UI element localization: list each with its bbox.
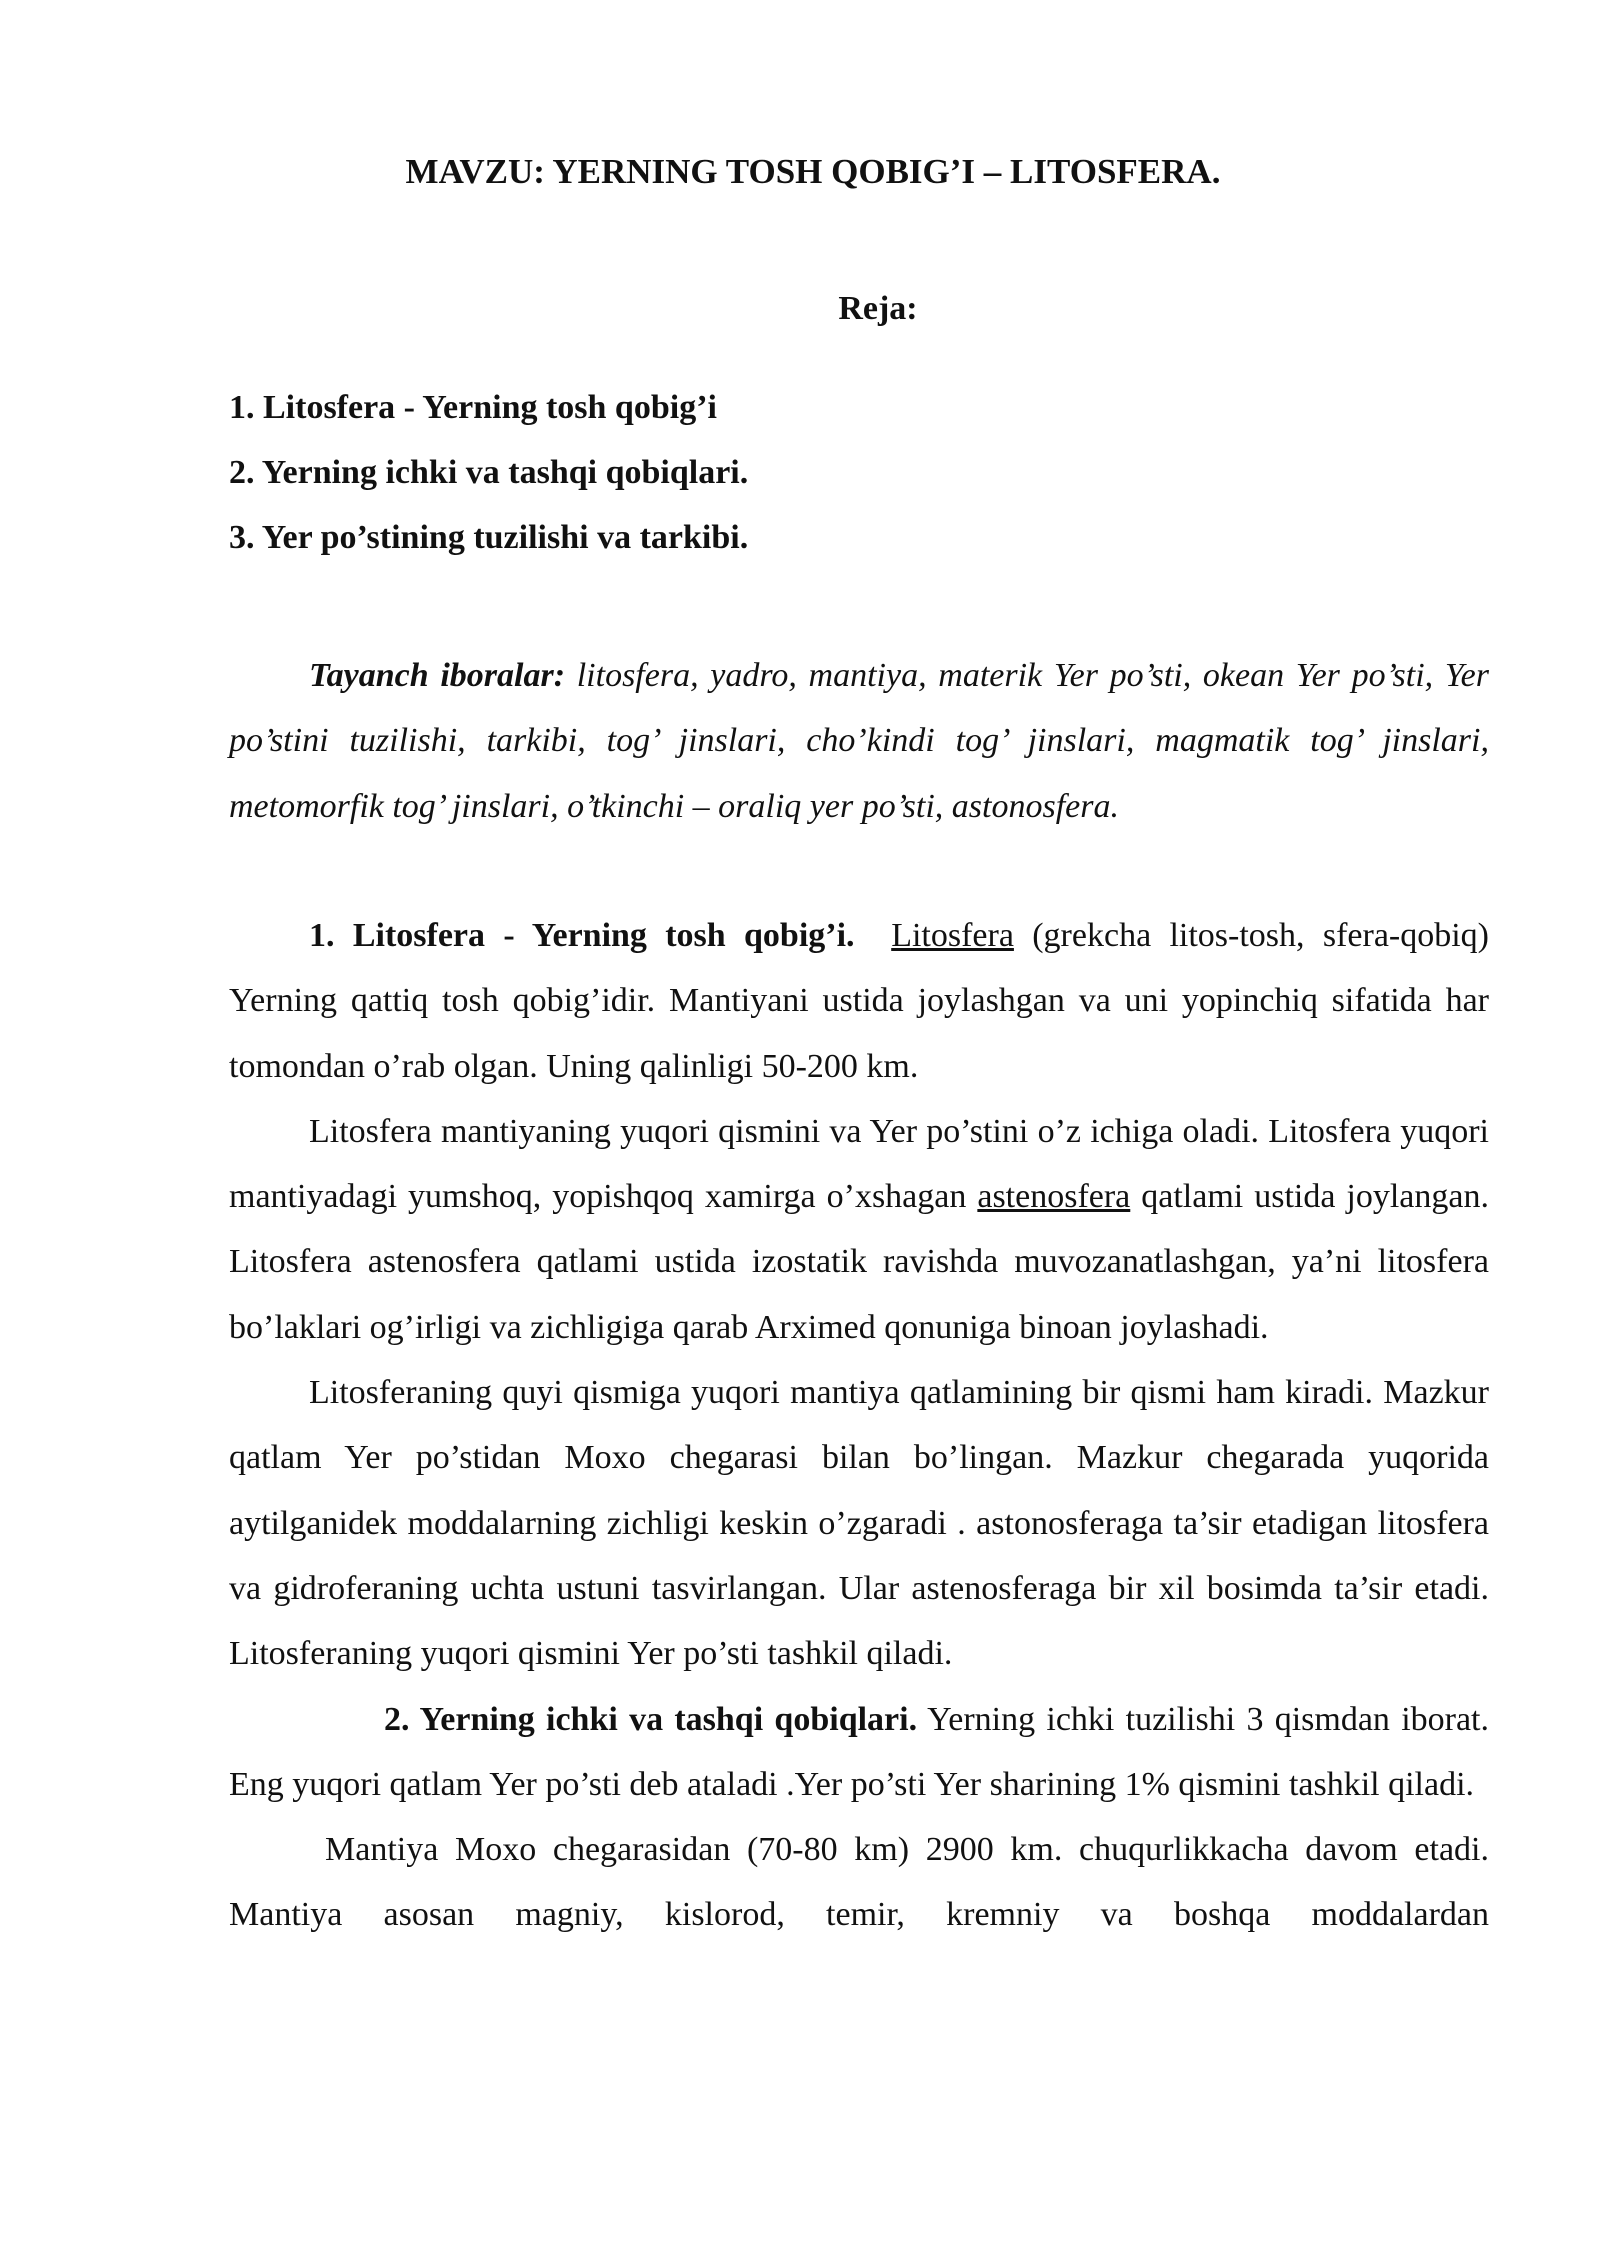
keywords-text: litosfera, yadro, mantiya, materik Yer po’sti, okean Yer po’sti, Yer po’stini tuzilishi, tarkibi, tog’ jinslari, cho’kindi tog’ jinslari, magmatik tog’ jinslari, metomorfik tog’ jinslari, o’tkinchi – oraliq yer po’sti, astonosfera. [229, 657, 1489, 825]
section1-term: Litosfera [891, 917, 1014, 954]
section1-text: (grekcha litos-tosh, sfera-qobiq) Yerning qattiq tosh qobig’idir. Mantiyani ustida joylashgan va uni yopinchiq sifatida har tomondan o’rab olgan. Uning qalinligi 50-200 km. [229, 917, 1490, 1085]
section1-heading: 1. Litosfera - Yerning tosh qobig’i. [309, 917, 855, 954]
section2-heading: 2. Yerning ichki va tashqi qobiqlari. [384, 1700, 918, 1738]
section2-paragraph [229, 1687, 1489, 1818]
keywords-label: Tayanch iboralar: [309, 657, 566, 694]
section1-paragraph [229, 903, 1489, 1099]
plan-heading: Reja: [838, 290, 918, 327]
main-content [229, 903, 1489, 1948]
plan-item: 2. Yerning ichki va tashqi qobiqlari. [229, 454, 749, 491]
keywords-block [229, 643, 1489, 839]
plan-item: 1. Litosfera - Yerning tosh qobig’i [229, 389, 717, 426]
paragraph-3: Litosferaning quyi qismiga yuqori mantiya qatlamining bir qismi ham kiradi. Mazkur qatlam Yer po’stidan Moxo chegarasi bilan bo’lingan. Mazkur chegarada yuqorida aytilganidek moddalarning zichligi keskin o’zgaradi . astonosferaga ta’sir etadigan litosfera va gidroferaning uchta ustuni tasvirlangan. Ular astenosferaga bir xil bosimda ta’sir etadi. Litosferaning yuqori qismini Yer po’sti tashkil qiladi. [229, 1374, 1489, 1673]
paragraph-2-term: astenosfera [977, 1178, 1131, 1216]
paragraph-2-text-b: qatlami ustida joylangan. Litosfera astenosfera qatlami ustida izostatik ravishda muvozanatlashgan, ya’ni litosfera bo’laklari og’irligi va zichligiga qarab Arximed qonuniga binoan joylashadi. [229, 1178, 1489, 1346]
section2-text: Yerning ichki tuzilishi 3 qismdan iborat. Eng yuqori qatlam Yer po’sti deb ataladi .Yer po’sti Yer sharining 1% qismini tashkil qiladi. [229, 1700, 1490, 1803]
plan-item: 3. Yer po’stining tuzilishi va tarkibi. [229, 519, 749, 556]
document-title: MAVZU: YERNING TOSH QOBIG’I – LITOSFERA. [405, 152, 1221, 191]
paragraph-2 [229, 1099, 1489, 1360]
paragraph-2-text-a: Litosfera mantiyaning yuqori qismini va Yer po’stini o’z ichiga oladi. Litosfera yuqori mantiyadagi yumshoq, yopishqoq xamirga o’xshagan [229, 1112, 1489, 1216]
keywords-paragraph [229, 643, 1489, 839]
plan-list [229, 375, 748, 570]
paragraph-5: Mantiya Moxo chegarasidan (70-80 km) 2900 km. chuqurlikkacha davom etadi. Mantiya asosan magniy, kislorod, temir, kremniy va boshqa moddalardan [229, 1831, 1489, 1934]
